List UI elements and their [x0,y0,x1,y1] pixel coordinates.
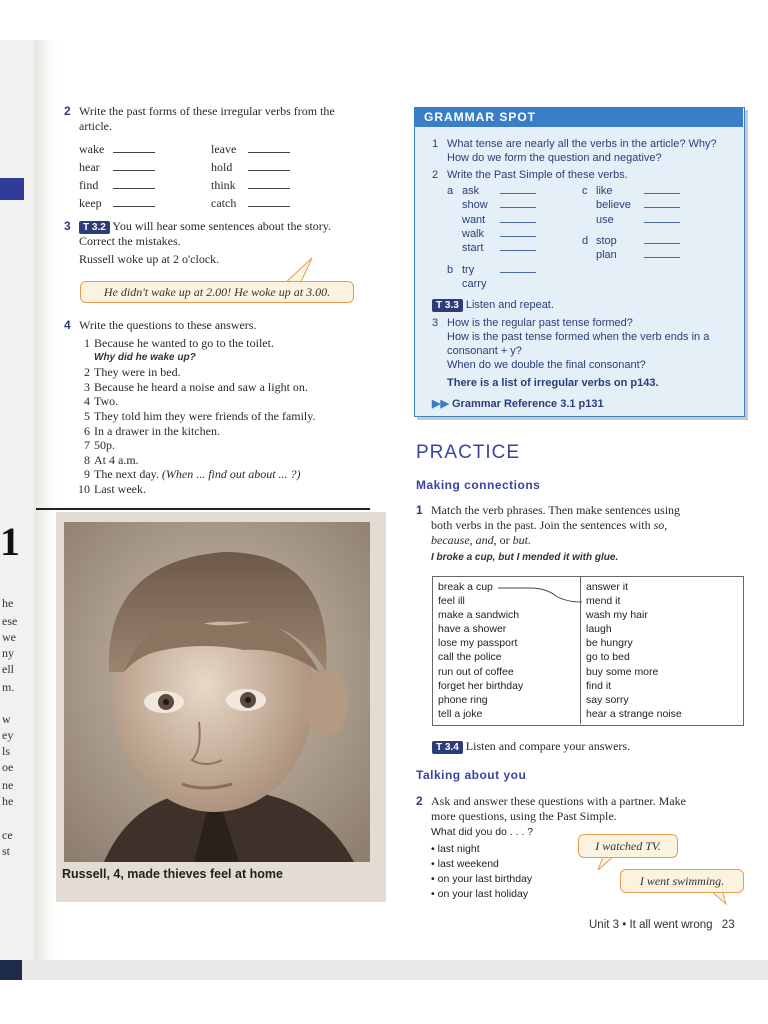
gs-verb: stop [596,235,617,247]
answer-blank[interactable] [248,178,290,189]
instruction-text: Match the verb phrases. Then make sentences using [431,503,681,517]
speech-bubble: I went swimming. [620,869,744,893]
gs-group-label: d [582,235,589,247]
audio-track-badge[interactable]: T 3.3 [432,299,463,312]
gs-q1 [447,137,737,165]
bullet-icon: • [431,873,435,885]
subheading: Making connections [416,478,541,492]
unit-label: Unit 3 [589,919,620,931]
left-page-fragment: he [2,596,14,610]
gs-verb: carry [462,278,487,291]
answer-blank[interactable] [113,160,155,171]
gs-group-c [596,184,680,227]
gs-listen [432,298,554,312]
gs-group-a [462,184,536,255]
exercise-4-instruction: Write the questions to these answers. [79,318,257,332]
gs-text: Grammar Reference 3.1 p131 [451,398,604,410]
item-text: Because he heard a noise and saw a light on. [94,379,308,394]
exercise-number [416,794,423,809]
gs-q3-number: 3 [432,317,439,329]
list-item-text: last weekend [437,858,499,870]
list-item-text: last night [437,843,480,855]
verb-list-right [211,140,290,212]
verb: think [211,178,236,192]
instruction-text: or [499,533,510,547]
left-page-fragment: ell [2,662,14,676]
bullet-list [431,842,532,902]
list-item [68,482,368,497]
list-item [431,857,532,872]
list-item [431,872,532,887]
exercise-number [416,503,423,518]
answer-blank[interactable] [113,196,155,207]
left-phrase-column [438,580,523,721]
practice-ex1-instruction [431,503,741,548]
answer-blank[interactable] [113,178,155,189]
question-list [68,336,368,497]
gs-group-label: a [447,185,454,197]
example-sentence: Russell woke up at 2 o'clock. [79,252,220,266]
instruction-text: more questions, using the Past Simple. [431,809,617,823]
item-text: In a drawer in the kitchen. [94,423,220,438]
item-text: 50p. [94,438,115,453]
list-item[interactable]: make a sandwich [438,609,520,622]
double-arrow-icon: ▶▶ [432,398,449,410]
list-item[interactable]: lose my passport [438,637,518,650]
instruction-text: but. [512,533,531,547]
item-hint: (When ... find out about ... ?) [161,467,301,482]
speech-bubble: I watched TV. [578,834,678,858]
item-number: 6 [84,423,90,438]
gs-group-label: c [582,185,588,197]
example-answer: Why did he wake up? [94,351,196,363]
item-number: 9 [84,467,90,482]
instruction-text: Write the past forms of these irregular verbs from the [79,104,335,118]
answer-blank[interactable] [500,199,536,208]
verb: keep [79,196,102,210]
gs-verb: start [462,242,484,255]
item-number: 8 [84,452,90,467]
bullet-icon: • [431,888,435,900]
verb: hold [211,160,233,174]
left-page-fragment: ese [2,614,18,628]
instruction-text: Ask and answer these questions with a partner. Make [431,794,686,808]
list-item[interactable]: find it [586,679,612,692]
list-item[interactable]: mend it [586,595,621,608]
list-item[interactable]: hear a strange noise [586,707,682,720]
left-page-fragment: ne [2,778,14,792]
page-bottom-shadow [0,960,768,980]
left-page-fragment: ey [2,728,14,742]
instruction-text: article. [79,119,112,133]
gs-text: When do we double the final consonant? [447,359,646,371]
audio-track-badge[interactable]: T 3.4 [432,741,463,754]
list-item[interactable]: forget her birthday [438,679,524,692]
page-footer [589,919,735,931]
answer-blank[interactable] [644,214,680,223]
list-item[interactable]: say sorry [586,693,629,706]
list-item [68,453,368,468]
boy-photo [64,522,370,862]
gs-verb: ask [462,185,480,197]
list-item[interactable]: break a cup [438,581,493,593]
item-number: 1 [84,336,90,350]
gs-q2-number: 2 [432,169,439,181]
answer-blank[interactable] [644,235,680,244]
gs-text: What tense are nearly all the verbs in the article? Why? [447,138,717,150]
left-page-fragment: ls [2,744,11,758]
gs-group-d [596,234,680,263]
item-number: 5 [84,408,90,423]
gs-group-label: b [447,264,454,276]
gs-verb: walk [462,227,485,240]
section-title: PRACTICE [416,442,521,463]
verb: catch [211,196,237,210]
list-item [68,409,368,424]
item-number: 7 [84,438,90,453]
gs-q2: Write the Past Simple of these verbs. [447,169,628,181]
item-text: At 4 a.m. [94,452,139,467]
list-item[interactable]: call the police [438,651,502,664]
answer-blank[interactable] [500,264,536,273]
gs-list-note: There is a list of irregular verbs on p143. [447,377,659,389]
photo-caption: Russell, 4, made thieves feel at home [62,867,283,881]
answer-blank[interactable] [500,242,536,251]
list-item[interactable]: laugh [586,623,612,636]
answer-blank[interactable] [644,199,680,208]
item-text: The next day. [94,467,159,482]
left-page-fragment: 1 [0,519,20,564]
right-phrase-column [586,580,682,721]
left-page-fragment: oe [2,760,14,774]
list-item[interactable]: answer it [586,581,629,593]
gs-group-b [462,263,536,292]
section-divider [36,508,370,510]
gs-verb: try [462,264,475,276]
list-item[interactable]: tell a joke [438,707,483,720]
audio-track-badge[interactable]: T 3.2 [79,221,110,234]
item-text: Because he wanted to go to the toilet. [94,336,274,350]
list-item [68,380,368,395]
verb-list-left [79,140,155,212]
answer-blank[interactable] [644,185,680,194]
gs-q3 [447,316,737,372]
verb: hear [79,160,100,174]
list-item[interactable]: buy some more [586,665,659,678]
list-item[interactable]: run out of coffee [438,665,514,678]
gs-text: Listen and repeat. [465,299,554,311]
left-page-fragment: m. [2,680,15,694]
list-item [68,467,368,482]
instruction-text: both verbs in the past. Join the sentences with [431,518,651,532]
list-item[interactable]: have a shower [438,623,507,636]
list-item[interactable]: phone ring [438,693,488,706]
gs-text: How is the regular past tense formed? [447,317,633,329]
gs-verb: plan [596,249,617,262]
list-item [68,336,368,351]
item-text: Two. [94,394,119,409]
exercise-3-instruction [79,219,379,249]
list-item [68,424,368,439]
list-item[interactable]: go to bed [586,651,630,664]
list-item [68,394,368,409]
speech-bubble: He didn't wake up at 2.00! He woke up at 3.00. [80,281,354,303]
answer-blank[interactable] [113,142,155,153]
page-number: 23 [721,919,735,931]
exercise-number: 3 [64,219,71,233]
answer-blank[interactable] [248,196,290,207]
gs-text: How is the past tense formed when the verb ends in a [447,331,710,343]
exercise-number-value: 2 [416,794,423,808]
unit-title: It all went wrong [629,919,713,931]
practice-ex2-instruction [431,794,741,824]
gs-verb: like [596,185,613,197]
grammar-reference-link[interactable] [432,397,604,411]
exercise-number: 4 [64,318,71,332]
question-prompt: What did you do . . . ? [431,826,534,838]
verb: find [79,178,99,192]
list-item [68,438,368,453]
list-item[interactable]: wash my hair [586,609,648,622]
item-number: 3 [84,379,90,394]
left-page-fragment: st [2,844,11,858]
answer-blank[interactable] [248,160,290,171]
item-text: They were in bed. [94,365,181,380]
answer-blank[interactable] [500,185,536,194]
answer-blank[interactable] [248,142,290,153]
instruction-text: You will hear some sentences about the story. [112,219,331,233]
gs-text: How do we form the question and negative? [447,152,662,164]
item-number: 10 [78,481,90,496]
left-page-tab [0,178,24,200]
instruction-text: Listen and compare your answers. [465,739,631,753]
gs-text: consonant + y? [447,345,522,357]
separator-dot: • [622,919,627,931]
bullet-icon: • [431,843,435,855]
instruction-text: so, [653,518,668,532]
exercise-number: 2 [64,104,71,118]
gs-q1-number: 1 [432,138,439,150]
gs-verb: use [596,213,614,226]
item-number: 2 [84,365,90,380]
verb: leave [211,142,237,156]
gs-verb: show [462,199,488,212]
answer-blank[interactable] [500,214,536,223]
list-item [431,887,532,902]
list-item-text: on your last holiday [437,888,529,900]
left-page-fragment: w [2,712,11,726]
instruction-text: Correct the mistakes. [79,234,181,248]
item-text: Last week. [94,481,146,496]
example-sentence: I broke a cup, but I mended it with glue. [431,552,619,563]
answer-blank[interactable] [500,228,536,237]
list-item [431,842,532,857]
item-text: They told him they were friends of the family. [94,408,316,423]
left-page-fragment: he [2,794,14,808]
gs-verb: want [462,213,486,226]
bullet-icon: • [431,858,435,870]
gs-verb: believe [596,199,631,212]
list-item [68,365,368,380]
verb: wake [79,142,105,156]
exercise-2-instruction [79,104,379,134]
item-number: 4 [84,394,90,409]
list-item[interactable]: be hungry [586,637,633,650]
answer-blank[interactable] [644,249,680,258]
exercise-4 [64,318,71,333]
exercise-3 [64,219,71,234]
left-page-fragment: ny [2,646,14,660]
instruction-text: because, and, [431,533,497,547]
left-page-fragment: ce [2,828,13,842]
list-item[interactable]: feel ill [438,595,465,608]
exercise-2 [64,104,71,119]
practice-listen [432,739,630,754]
subheading: Talking about you [416,768,527,782]
left-page-fragment: we [2,630,16,644]
page-bottom-corner [0,960,22,980]
exercise-number-value: 1 [416,503,423,517]
list-item-text: on your last birthday [437,873,533,885]
grammar-spot-title: GRAMMAR SPOT [424,110,536,124]
